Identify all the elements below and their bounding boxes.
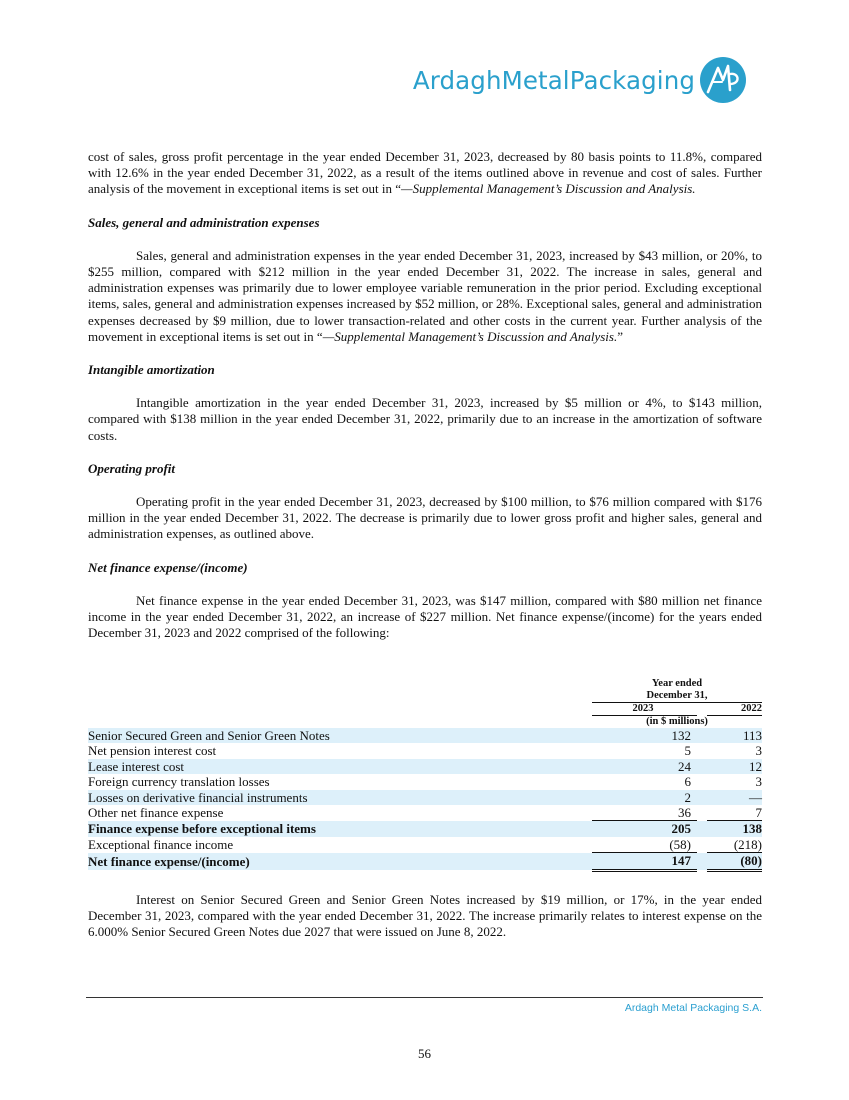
row-value-2022: 12	[707, 759, 762, 774]
row-value-2023: 5	[684, 743, 691, 759]
net-finance-table	[88, 678, 762, 872]
footer-company-name: Ardagh Metal Packaging S.A.	[624, 1002, 762, 1014]
row-value-2023: (58)	[592, 837, 697, 853]
row-value-2022: 3	[755, 774, 762, 790]
row-value-2022: 113	[707, 728, 762, 743]
row-label: Exceptional finance income	[88, 837, 234, 853]
row-value-2023: 205	[592, 821, 697, 837]
logo-word-ardagh: Ardagh	[412, 65, 502, 95]
header-col-2022: 2022	[707, 703, 762, 716]
row-value-2022: (218)	[707, 837, 762, 853]
logo-wordmark	[413, 66, 695, 95]
footer-divider	[86, 997, 763, 998]
intangible-amortization-paragraph: Intangible amortization in the year ended December 31, 2023, increased by $5 million or 4%, to $143 million, compared with $138 million in the year ended December 31, 2022, primarily due to an increase in the amortization of software costs.	[88, 395, 762, 443]
intro-paragraph	[88, 149, 762, 198]
table-row	[88, 774, 762, 789]
table-row	[88, 743, 762, 758]
row-value-2023: 2	[592, 790, 697, 805]
row-value-2022: —	[707, 790, 762, 805]
row-value-2023: 36	[592, 805, 697, 821]
table-header-row-3	[88, 703, 762, 716]
row-value-2022: (80)	[707, 853, 762, 870]
operating-profit-paragraph: Operating profit in the year ended December 31, 2023, decreased by $100 million, to $76 million compared with $176 million in the year ended December 31, 2022. The decrease is primarily due to lower gross profit and higher sales, general and administration expenses, as outlined above.	[88, 494, 762, 542]
intro-text: cost of sales, gross profit percentage in the year ended December 31, 2023, decreased by 80 basis points to 11.8%, compared with 12.6% in the year ended December 31, 2022, as a result of the items outlined above in revenue and cost of sales. Further analysis of the movement in exceptional items is set out in “	[88, 149, 762, 197]
operating-profit-heading: Operating profit	[88, 460, 176, 476]
interest-paragraph: Interest on Senior Secured Green and Senior Green Notes increased by $19 million, or 17%, in the year ended December 31, 2023, compared with the year ended December 31, 2022. The increase primarily relates to interest expense on the 6.000% Senior Secured Green Notes due 2027 that were issued on June 8, 2022.	[88, 892, 762, 940]
table-row	[88, 790, 762, 805]
header-units: (in $ millions)	[646, 716, 708, 727]
row-value-2023: 132	[592, 728, 697, 743]
row-label: Lease interest cost	[88, 759, 592, 774]
row-label: Net pension interest cost	[88, 743, 217, 759]
table-header-row-1	[88, 678, 762, 690]
company-logo	[413, 54, 747, 106]
page-number: 56	[418, 1046, 431, 1061]
table-row	[88, 837, 762, 853]
page-body	[88, 149, 762, 641]
table-row-subtotal	[88, 821, 762, 837]
table-row	[88, 728, 762, 743]
table-row-total	[88, 853, 762, 870]
sga-paragraph	[88, 248, 762, 345]
row-value-2022: 3	[755, 743, 762, 759]
row-label: Senior Secured Green and Senior Green Notes	[88, 728, 592, 743]
table-header-row-4	[88, 716, 762, 729]
row-value-2022: 7	[707, 805, 762, 821]
logo-word-packaging: Packaging	[569, 65, 695, 95]
header-col-2023: 2023	[592, 703, 697, 716]
table-header-row-2	[88, 690, 762, 703]
net-finance-paragraph: Net finance expense in the year ended December 31, 2023, was $147 million, compared with $80 million net finance income in the year ended December 31, 2022, an increase of $227 million. Net finance expense/(income) for the years ended December 31, 2023 and 2022 comprised of the following:	[88, 592, 762, 641]
sga-heading: Sales, general and administration expenses	[88, 214, 320, 230]
row-label: Other net finance expense	[88, 805, 224, 821]
amp-monogram-icon	[699, 56, 747, 104]
logo-word-metal: Metal	[501, 65, 570, 95]
intro-reference: —Supplemental Management’s Discussion and Analysis.	[401, 181, 696, 197]
post-table-body	[88, 892, 762, 941]
table-row	[88, 805, 762, 821]
row-value-2023: 147	[592, 853, 697, 870]
sga-close-quote: ”	[617, 328, 623, 344]
row-value-2023: 6	[684, 774, 691, 790]
header-december-31: December 31,	[592, 690, 762, 703]
row-label: Foreign currency translation losses	[88, 774, 270, 790]
net-finance-heading: Net finance expense/(income)	[88, 559, 248, 575]
table-row	[88, 759, 762, 774]
row-value-2022: 138	[707, 821, 762, 837]
header-year-ended: Year ended	[651, 678, 703, 689]
intangible-amortization-heading: Intangible amortization	[88, 362, 215, 378]
row-label: Losses on derivative financial instruments	[88, 790, 592, 805]
sga-text: Sales, general and administration expenses in the year ended December 31, 2023, increased by $43 million, or 20%, to $255 million, compared with $212 million in the year ended December 31, 2022. The increase in sales, general and administration expenses was primarily due to lower employee variable remuneration in the prior period. Excluding exceptional items, sales, general and administration expenses increased by $52 million, or 28%. Exceptional sales, general and administration expenses decreased by $9 million, due to lower transaction-related and other costs in the current year. Further analysis of the movement in exceptional items is set out in “	[88, 247, 763, 344]
row-label: Net finance expense/(income)	[88, 853, 592, 870]
row-value-2023: 24	[592, 759, 697, 774]
row-label: Finance expense before exceptional items	[88, 821, 592, 837]
sga-reference: —Supplemental Management’s Discussion and Analysis.	[322, 328, 618, 344]
